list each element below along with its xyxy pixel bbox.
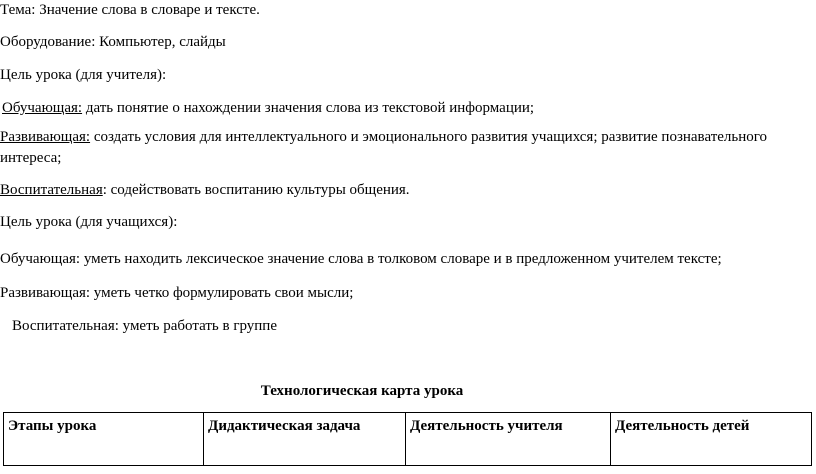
equipment-value: Компьютер, слайды xyxy=(99,34,226,50)
topic-label: Тема: xyxy=(0,2,36,18)
map-title: Технологическая карта урока xyxy=(260,383,464,399)
teacher-developing-value: создать условия для интеллектуального и эмоционального развития учащихся; развитие познавательного интереса; xyxy=(0,129,768,166)
student-teaching-goal: Обучающая: уметь находить лексическое значение слова в толковом словаре и в предложенном учителем тексте; xyxy=(0,251,722,267)
student-goal-heading: Цель урока (для учащихся): xyxy=(0,214,178,230)
teacher-upbringing-goal xyxy=(0,180,410,200)
teacher-teaching-label: Обучающая: xyxy=(2,100,83,116)
equipment-line xyxy=(0,32,226,52)
teacher-upbringing-label: Воспитательная xyxy=(0,182,103,198)
teacher-teaching-value: дать понятие о нахождении значения слова из текстовой информации; xyxy=(85,100,535,116)
topic-value: Значение слова в словаре и тексте. xyxy=(39,2,260,18)
teacher-developing-goal xyxy=(0,127,812,169)
header-didactic-task: Дидактическая задача xyxy=(204,413,406,466)
student-developing-goal: Развивающая: уметь четко формулировать свои мысли; xyxy=(0,285,354,301)
header-teacher-activity: Деятельность учителя xyxy=(406,413,611,466)
table-header-row xyxy=(4,413,812,466)
header-stages: Этапы урока xyxy=(4,413,204,466)
header-children-activity: Деятельность детей xyxy=(611,413,812,466)
student-upbringing-goal: Воспитательная: уметь работать в группе xyxy=(12,318,277,334)
teacher-teaching-goal xyxy=(2,98,534,118)
lesson-map-table xyxy=(3,412,812,466)
topic-line xyxy=(0,0,260,20)
teacher-goal-heading: Цель урока (для учителя): xyxy=(0,67,167,83)
teacher-upbringing-value: : содействовать воспитанию культуры общения. xyxy=(102,182,410,198)
equipment-label: Оборудование: xyxy=(0,34,96,50)
teacher-developing-label: Развивающая: xyxy=(0,129,91,145)
